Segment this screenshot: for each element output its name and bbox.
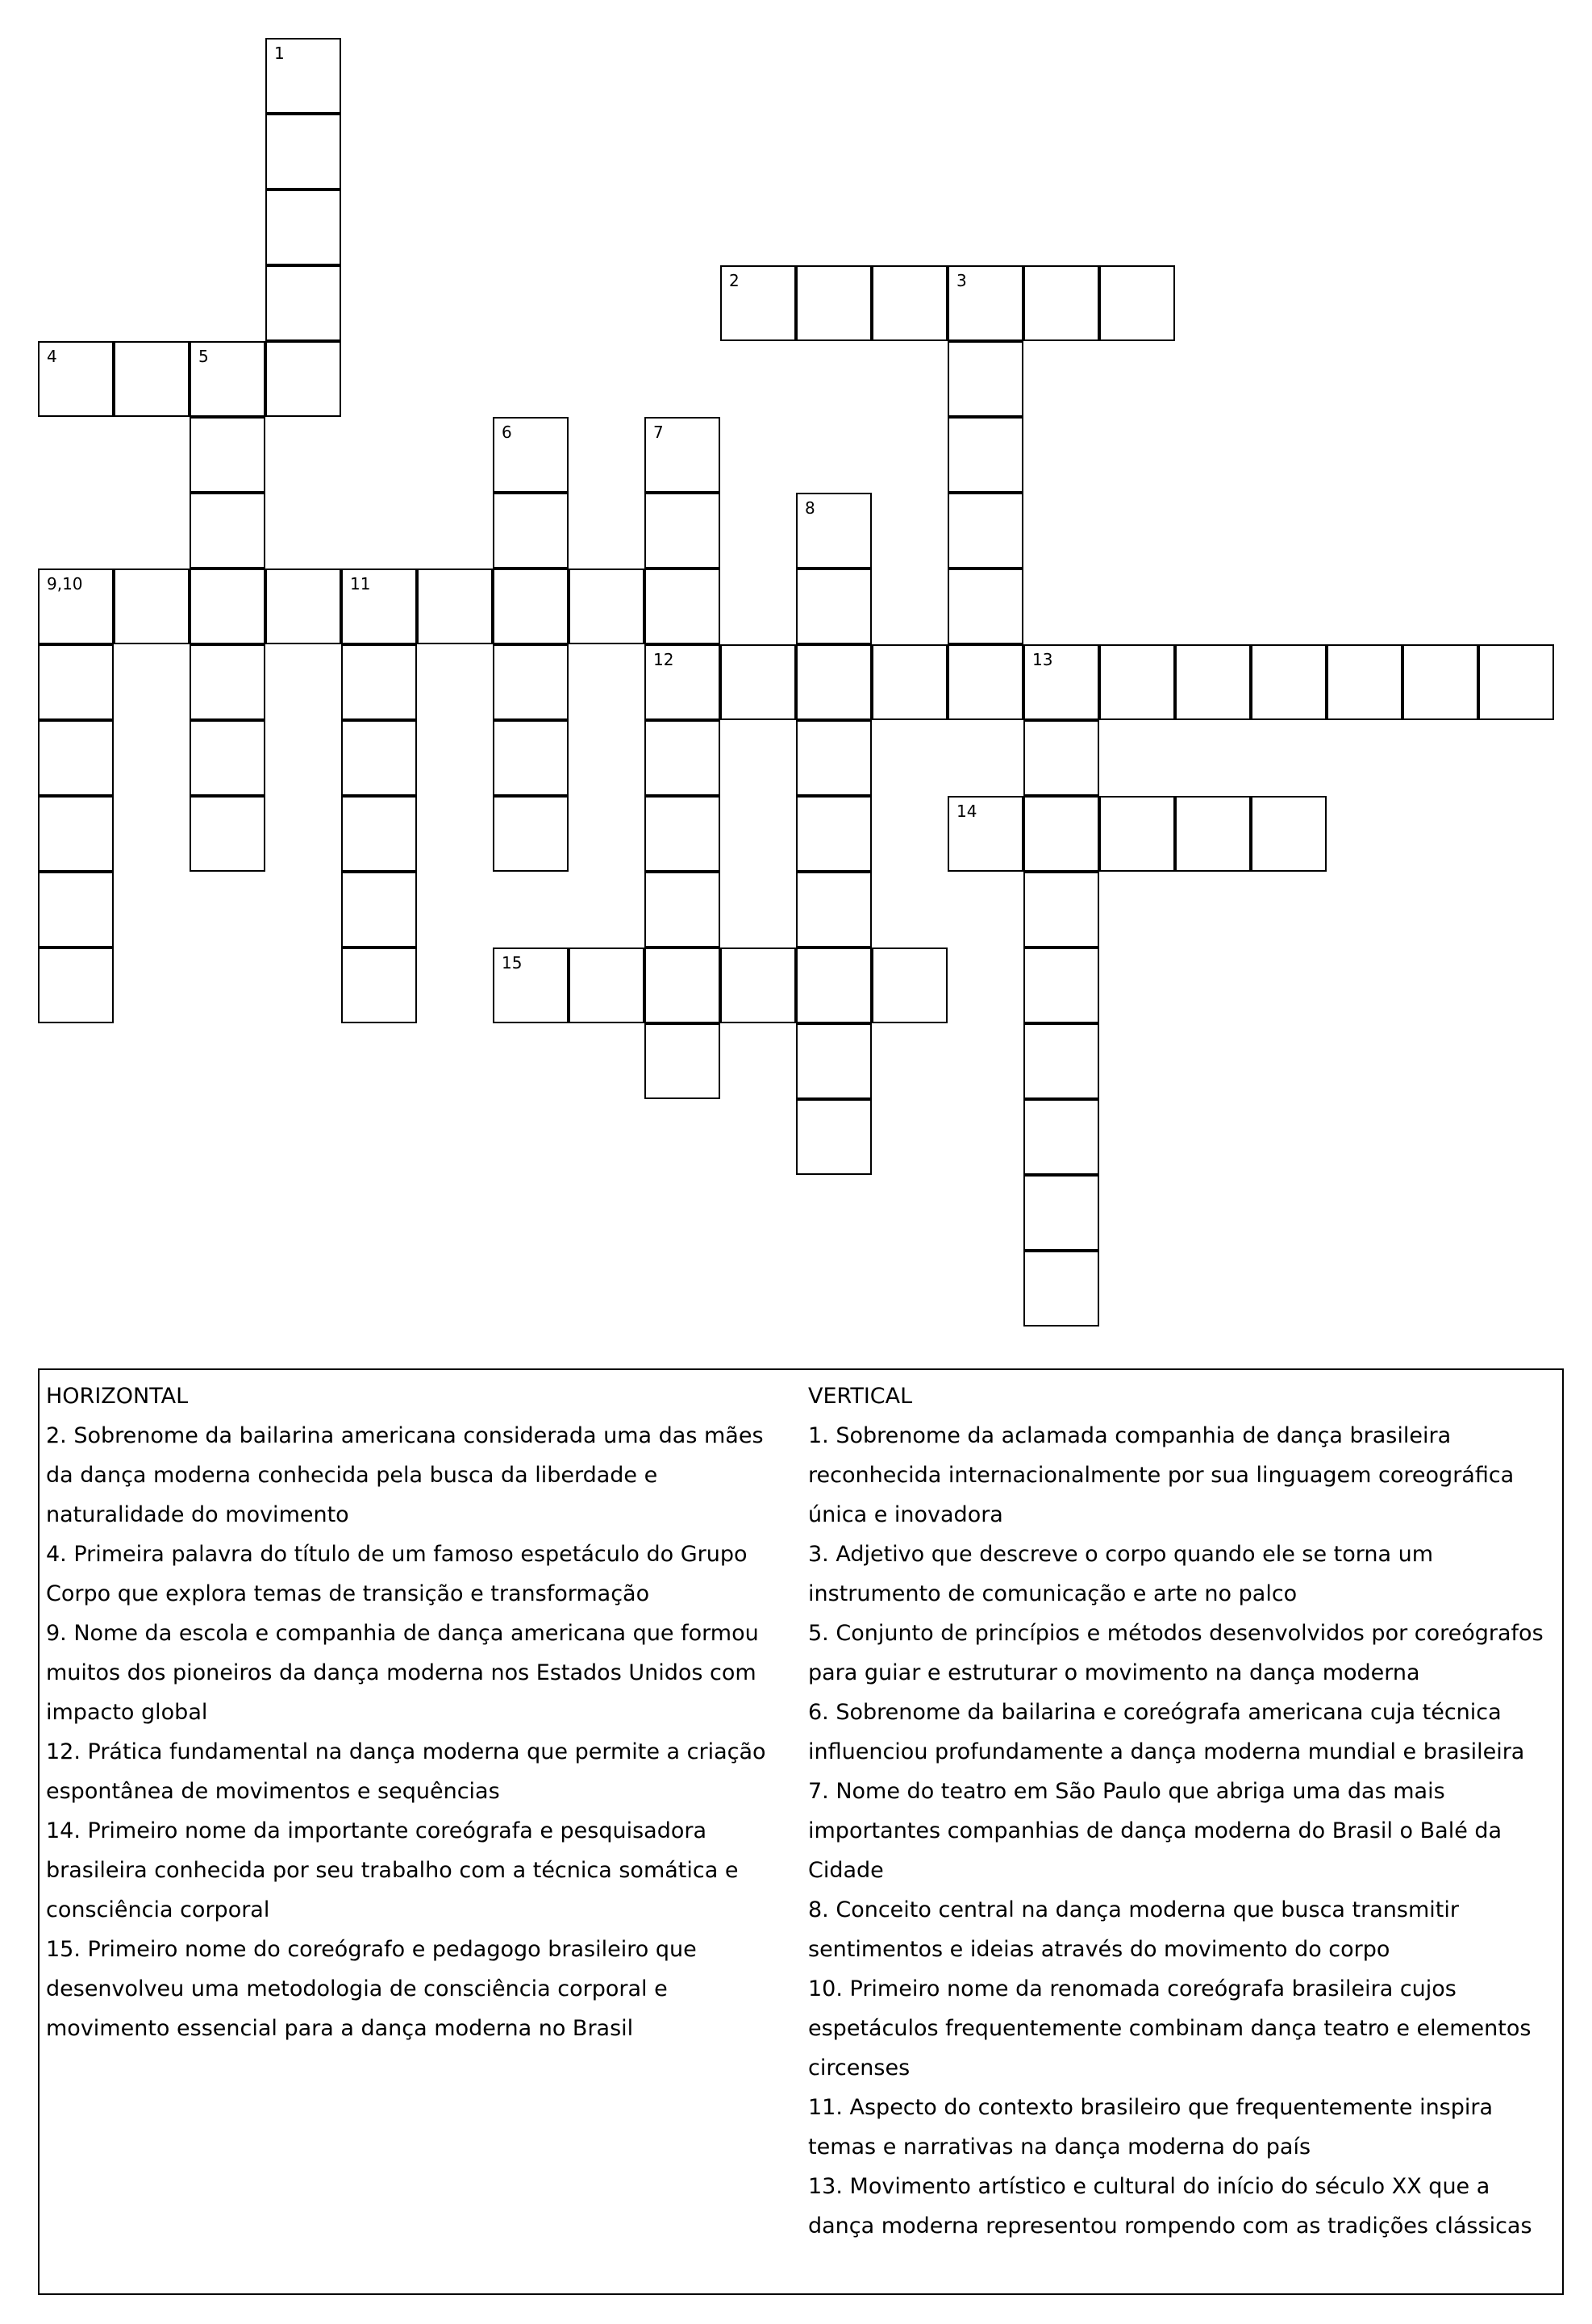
grid-cell[interactable] [948, 796, 1023, 872]
grid-cell[interactable] [1175, 796, 1251, 872]
grid-cell[interactable] [38, 644, 114, 720]
grid-cell[interactable] [948, 644, 1023, 720]
grid-cell[interactable] [1023, 1251, 1099, 1327]
clue-number: 5 [198, 347, 209, 366]
grid-cell[interactable] [1099, 796, 1175, 872]
grid-cell[interactable] [341, 796, 417, 872]
grid-cell[interactable] [796, 796, 872, 872]
grid-cell[interactable] [265, 341, 341, 417]
clue-down-8: 8. Conceito central na dança moderna que busca transmitir sentimentos e ideias através do movimento do corpo [808, 1897, 1459, 1962]
clue-down-3: 3. Adjetivo que descreve o corpo quando ele se torna um instrumento de comunicação e arte no palco [808, 1542, 1434, 1606]
clue-down-7: 7. Nome do teatro em São Paulo que abriga uma das mais importantes companhias de dança moderna do Brasil o Balé da Cidade [808, 1779, 1502, 1883]
grid-cell[interactable] [1478, 644, 1554, 720]
grid-cell[interactable] [644, 1023, 720, 1099]
grid-cell[interactable] [872, 644, 948, 720]
grid-cell[interactable] [1402, 644, 1478, 720]
grid-cell[interactable] [341, 948, 417, 1023]
grid-cell[interactable] [1023, 796, 1099, 872]
clue-down-13: 13. Movimento artístico e cultural do início do século XX que a dança moderna representou rompendo com as tradições clássicas [808, 2174, 1532, 2239]
grid-cell[interactable] [948, 341, 1023, 417]
grid-cell[interactable] [114, 341, 190, 417]
grid-cell[interactable] [948, 417, 1023, 493]
grid-cell[interactable] [1023, 644, 1099, 720]
grid-cell[interactable] [796, 720, 872, 796]
grid-cell[interactable] [644, 720, 720, 796]
grid-cell[interactable] [265, 569, 341, 644]
grid-cell[interactable] [493, 644, 569, 720]
clue-number: 8 [805, 498, 815, 518]
grid-cell[interactable] [796, 948, 872, 1023]
grid-cell[interactable] [796, 265, 872, 341]
grid-cell[interactable] [1327, 644, 1402, 720]
grid-cell[interactable] [38, 341, 114, 417]
grid-cell[interactable] [341, 872, 417, 948]
grid-cell[interactable] [265, 265, 341, 341]
clue-down-6: 6. Sobrenome da bailarina e coreógrafa americana cuja técnica influenciou profundamente a dança moderna mundial e brasileira [808, 1700, 1525, 1764]
clue-number: 12 [653, 650, 674, 669]
grid-cell[interactable] [190, 493, 265, 569]
grid-cell[interactable] [644, 948, 720, 1023]
clue-number: 3 [956, 271, 967, 290]
grid-cell[interactable] [948, 493, 1023, 569]
grid-cell[interactable] [341, 644, 417, 720]
vertical-heading: VERTICAL [808, 1384, 913, 1409]
grid-cell[interactable] [341, 569, 417, 644]
clue-number: 1 [274, 44, 285, 63]
grid-cell[interactable] [38, 948, 114, 1023]
grid-cell[interactable] [493, 569, 569, 644]
grid-cell[interactable] [265, 38, 341, 114]
grid-cell[interactable] [569, 569, 644, 644]
grid-cell[interactable] [265, 114, 341, 190]
clue-across-12: 12. Prática fundamental na dança moderna que permite a criação espontânea de movimentos e sequências [46, 1739, 766, 1804]
grid-cell[interactable] [38, 872, 114, 948]
grid-cell[interactable] [644, 796, 720, 872]
clue-down-1: 1. Sobrenome da aclamada companhia de dança brasileira reconhecida internacionalmente por sua linguagem coreográfica única e inovadora [808, 1423, 1515, 1527]
grid-cell[interactable] [417, 569, 493, 644]
grid-cell[interactable] [872, 948, 948, 1023]
grid-cell[interactable] [190, 417, 265, 493]
grid-cell[interactable] [948, 569, 1023, 644]
clue-across-9: 9. Nome da escola e companhia de dança americana que formou muitos dos pioneiros da dança moderna nos Estados Unidos com impacto global [46, 1621, 759, 1725]
clue-number: 6 [502, 423, 512, 442]
grid-cell[interactable] [38, 796, 114, 872]
grid-cell[interactable] [1023, 1023, 1099, 1099]
clue-number: 2 [729, 271, 740, 290]
grid-cell[interactable] [720, 265, 796, 341]
clue-down-10: 10. Primeiro nome da renomada coreógrafa brasileira cujos espetáculos frequentemente combinam dança teatro e elementos circenses [808, 1976, 1532, 2080]
grid-cell[interactable] [190, 720, 265, 796]
grid-cell[interactable] [190, 341, 265, 417]
horizontal-clues [46, 1376, 796, 2048]
grid-cell[interactable] [38, 720, 114, 796]
grid-cell[interactable] [1023, 872, 1099, 948]
grid-cell[interactable] [1099, 644, 1175, 720]
grid-cell[interactable] [644, 417, 720, 493]
grid-cell[interactable] [114, 569, 190, 644]
grid-cell[interactable] [493, 417, 569, 493]
horizontal-heading: HORIZONTAL [46, 1384, 189, 1409]
grid-cell[interactable] [38, 569, 114, 644]
grid-cell[interactable] [569, 948, 644, 1023]
grid-cell[interactable] [644, 569, 720, 644]
clue-across-14: 14. Primeiro nome da importante coreógrafa e pesquisadora brasileira conhecida por seu trabalho com a técnica somática e consciência corporal [46, 1818, 739, 1922]
grid-cell[interactable] [796, 644, 872, 720]
grid-cell[interactable] [1251, 796, 1327, 872]
grid-cell[interactable] [493, 796, 569, 872]
grid-cell[interactable] [1023, 948, 1099, 1023]
grid-cell[interactable] [493, 493, 569, 569]
grid-cell[interactable] [644, 872, 720, 948]
grid-cell[interactable] [1251, 644, 1327, 720]
grid-cell[interactable] [796, 1023, 872, 1099]
clue-number: 15 [502, 953, 523, 972]
clue-number: 7 [653, 423, 664, 442]
grid-cell[interactable] [1099, 265, 1175, 341]
grid-cell[interactable] [190, 569, 265, 644]
grid-cell[interactable] [796, 569, 872, 644]
clue-down-11: 11. Aspecto do contexto brasileiro que frequentemente inspira temas e narrativas na dança moderna do país [808, 2095, 1494, 2159]
grid-cell[interactable] [644, 644, 720, 720]
clue-number: 4 [47, 347, 57, 366]
grid-cell[interactable] [265, 190, 341, 265]
grid-cell[interactable] [796, 493, 872, 569]
clue-across-15: 15. Primeiro nome do coreógrafo e pedagogo brasileiro que desenvolveu uma metodologia de consciência corporal e movimento essencial para a dança moderna no Brasil [46, 1937, 697, 2041]
clue-number: 13 [1032, 650, 1053, 669]
clue-across-2: 2. Sobrenome da bailarina americana considerada uma das mães da dança moderna conhecida pela busca da liberdade e naturalidade do movimento [46, 1423, 764, 1527]
grid-cell[interactable] [1023, 720, 1099, 796]
clue-down-5: 5. Conjunto de princípios e métodos desenvolvidos por coreógrafos para guiar e estruturar o movimento na dança moderna [808, 1621, 1544, 1685]
clue-number: 14 [956, 802, 977, 821]
grid-cell[interactable] [1023, 265, 1099, 341]
grid-cell[interactable] [948, 265, 1023, 341]
grid-cell[interactable] [493, 720, 569, 796]
grid-cell[interactable] [493, 948, 569, 1023]
clue-number: 11 [350, 574, 371, 593]
grid-cell[interactable] [190, 796, 265, 872]
grid-cell[interactable] [190, 644, 265, 720]
grid-cell[interactable] [1175, 644, 1251, 720]
vertical-clues [808, 1376, 1558, 2246]
grid-cell[interactable] [720, 644, 796, 720]
grid-cell[interactable] [1023, 1175, 1099, 1251]
grid-cell[interactable] [720, 948, 796, 1023]
clue-number: 9,10 [47, 574, 83, 593]
grid-cell[interactable] [1023, 1099, 1099, 1175]
clue-across-4: 4. Primeira palavra do título de um famoso espetáculo do Grupo Corpo que explora temas de transição e transformação [46, 1542, 748, 1606]
grid-cell[interactable] [341, 720, 417, 796]
grid-cell[interactable] [796, 1099, 872, 1175]
clues-panel [38, 1368, 1564, 2295]
grid-cell[interactable] [796, 872, 872, 948]
grid-cell[interactable] [872, 265, 948, 341]
grid-cell[interactable] [644, 493, 720, 569]
